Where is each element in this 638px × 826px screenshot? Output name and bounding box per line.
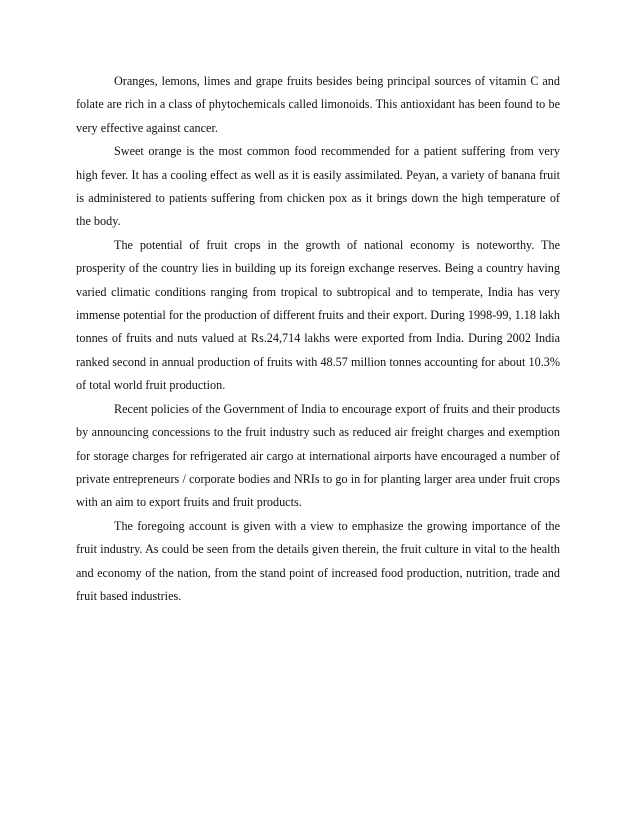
- paragraph-national-economy: The potential of fruit crops in the growth of national economy is noteworthy. The prosperity of the country lies in building up its foreign exchange reserves. Being a country having varied climatic conditions ranging from tropical to subtropical and to temperate, India has very immense potential for the production of different fruits and their export. During 1998-99, 1.18 lakh tonnes of fruits and nuts valued at Rs.24,714 lakhs were exported from India. During 2002 India ranked second in annual production of fruits with 48.57 million tonnes accounting for about 10.3% of total world fruit production.: [76, 237, 560, 393]
- paragraph-fever-diet: Sweet orange is the most common food recommended for a patient suffering from very high fever. It has a cooling effect as well as it is easily assimilated. Peyan, a variety of banana fruit is administered to patients suffering from chicken pox as it brings down the high temperature of the body.: [76, 144, 560, 229]
- paragraph-export-policies: Recent policies of the Government of India to encourage export of fruits and their products by announcing concessions to the fruit industry such as reduced air freight charges and exemption for storage charges for refrigerated air cargo at international airports have encouraged a number of private entrepreneurs / corporate bodies and NRIs to go in for planting larger area under fruit crops with an aim to export fruits and fruit products.: [76, 401, 560, 510]
- paragraph-citrus-limonoids: Oranges, lemons, limes and grape fruits besides being principal sources of vitamin C and folate are rich in a class of phytochemicals called limonoids. This antioxidant has been found to be very effective against cancer.: [76, 74, 560, 135]
- paragraph-conclusion: The foregoing account is given with a view to emphasize the growing importance of the fruit industry. As could be seen from the details given therein, the fruit culture in vital to the health and economy of the nation, from the stand point of increased food production, nutrition, trade and fruit based industries.: [76, 518, 560, 603]
- document-body: [76, 70, 560, 608]
